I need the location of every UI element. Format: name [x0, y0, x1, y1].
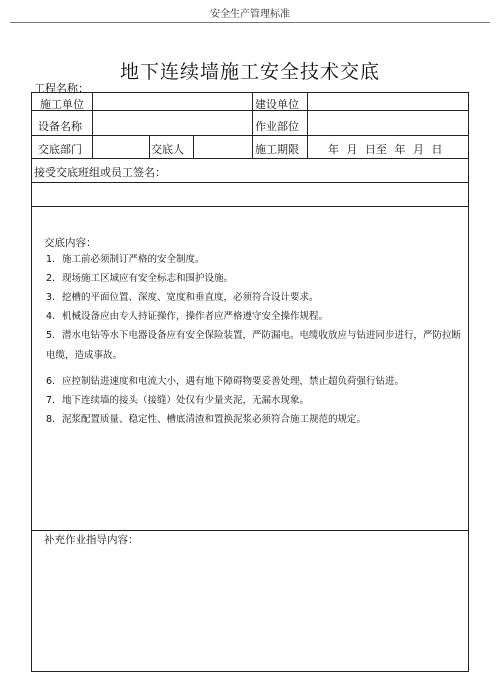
- construction-period-label: 施工期限: [255, 143, 299, 156]
- project-name-label: 工程名称：: [34, 82, 89, 95]
- header-text: 安全生产管理标准: [210, 9, 290, 20]
- col-divider: [252, 135, 253, 158]
- list-item: 7. 地下连续墙的接头（接缝）处仅有少量夹泥，无漏水现象。: [46, 395, 310, 406]
- construction-unit-label: 施工单位: [40, 98, 84, 111]
- header-divider: [10, 22, 490, 23]
- list-item: 1. 施工前必须制订严格的安全制度。: [46, 254, 205, 265]
- list-item: 5. 潜水电钻等水下电器设备应有安全保险装置，严防漏电。电缆收放应与钻进同步进行，严防拉断电缆，造成事故。: [46, 330, 462, 361]
- equipment-name-label: 设备名称: [38, 120, 82, 133]
- disclosure-dept-label: 交底部门: [38, 143, 82, 156]
- list-item: 2. 现场施工区域应有安全标志和围护设施。: [46, 273, 234, 284]
- row-divider: [32, 206, 468, 207]
- list-item: 8. 泥浆配置质量、稳定性、槽底清渣和置换泥浆必须符合施工规范的规定。: [46, 414, 367, 425]
- operation-site-label: 作业部位: [255, 120, 299, 133]
- row-divider: [32, 110, 468, 111]
- construction-period-value: 年 月 日至 年 月 日: [328, 143, 443, 156]
- content-title: 交底内容：: [44, 237, 97, 249]
- row-divider: [32, 135, 468, 136]
- receiver-sign-label: 接受交底班组或员工签名：: [34, 166, 166, 179]
- builder-unit-label: 建设单位: [255, 98, 299, 111]
- supplement-title: 补充作业指导内容：: [44, 534, 139, 546]
- disclosure-items: [46, 250, 466, 429]
- page-title: 地下连续墙施工安全技术交底: [119, 61, 380, 83]
- list-item: 6. 应控制钻进速度和电流大小，遇有地下障碍物要妥善处理，禁止超负荷强行钻进。: [46, 376, 405, 387]
- col-divider: [149, 135, 150, 158]
- row-divider: [32, 158, 468, 159]
- row-divider: [32, 530, 468, 531]
- col-divider: [193, 135, 194, 158]
- row-divider: [32, 182, 468, 183]
- col-divider: [307, 135, 308, 158]
- disclosure-person-label: 交底人: [151, 143, 184, 156]
- list-item: 4. 机械设备应由专人持证操作，操作者应严格遵守安全操作规程。: [46, 311, 329, 322]
- col-divider: [92, 135, 93, 158]
- list-item: 3. 挖槽的平面位置、深度、宽度和垂直度，必须符合设计要求。: [46, 292, 319, 303]
